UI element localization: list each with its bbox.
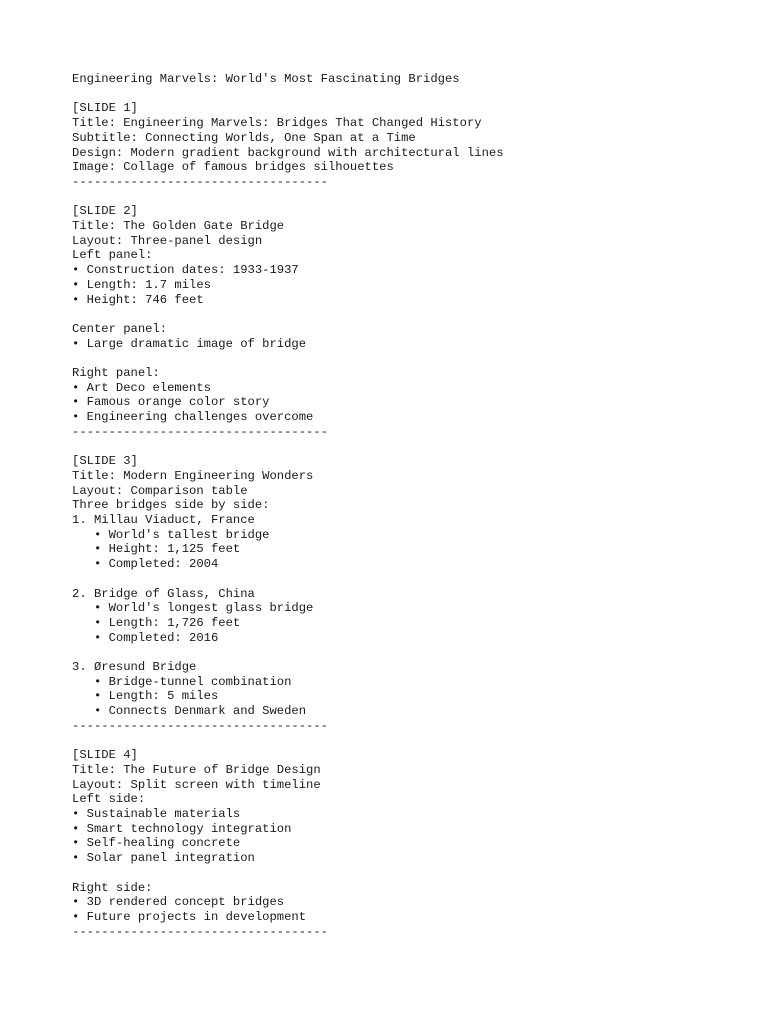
slide-1-image: Image: Collage of famous bridges silhouettes [72,160,394,175]
bullet-item: • Future projects in development [72,909,307,924]
blank-line [72,351,752,366]
slide-2-heading: [SLIDE 2] [72,204,138,219]
blank-line [72,190,752,205]
slide-4-right-side-label: Right side: [72,880,153,895]
document-body [72,72,752,939]
sub-bullet-item: • Connects Denmark and Sweden [72,704,307,719]
divider: ----------------------------------- [72,424,328,439]
bullet-item: • Construction dates: 1933-1937 [72,263,299,278]
bullet-item: • Height: 746 feet [72,292,204,307]
bullet-item: • Solar panel integration [72,851,255,866]
bullet-item: • Length: 1.7 miles [72,277,211,292]
divider: ----------------------------------- [72,718,328,733]
sub-bullet-item: • Completed: 2016 [72,630,219,645]
divider: ----------------------------------- [72,174,328,189]
bullet-item: • Sustainable materials [72,807,241,822]
sub-bullet-item: • Length: 5 miles [72,689,219,704]
slide-2-right-panel-label: Right panel: [72,366,160,380]
bullet-item: • Large dramatic image of bridge [72,336,307,351]
slide-1-heading: [SLIDE 1] [72,101,138,116]
divider: ----------------------------------- [72,924,328,939]
sub-bullet-item: • Length: 1,726 feet [72,615,241,630]
bullet-item: • Art Deco elements [72,380,211,395]
slide-2-layout: Layout: Three-panel design [72,233,263,248]
slide-3-title: Title: Modern Engineering Wonders [72,468,314,483]
slide-3-heading: [SLIDE 3] [72,454,138,469]
bullet-item: • Famous orange color story [72,395,270,410]
slide-4-heading: [SLIDE 4] [72,748,138,763]
blank-line [72,87,752,102]
blank-line [72,440,752,455]
numbered-item: 3. Øresund Bridge [72,660,197,675]
slide-2-title: Title: The Golden Gate Bridge [72,219,285,233]
sub-bullet-item: • Bridge-tunnel combination [72,674,292,689]
bullet-item: • 3D rendered concept bridges [72,895,285,910]
bullet-item: • Engineering challenges overcome [72,410,314,425]
slide-3-layout: Layout: Comparison table [72,483,248,498]
document-title: Engineering Marvels: World's Most Fascinating Bridges [72,72,460,86]
sub-bullet-item: • Completed: 2004 [72,557,219,572]
sub-bullet-item: • World's longest glass bridge [72,601,314,616]
blank-line [72,645,752,660]
blank-line [72,866,752,881]
sub-bullet-item: • World's tallest bridge [72,527,270,542]
slide-1-title: Title: Engineering Marvels: Bridges That Changed History [72,116,482,131]
numbered-item: 2. Bridge of Glass, China [72,586,255,601]
bullet-item: • Smart technology integration [72,821,292,836]
blank-line [72,307,752,322]
slide-3-intro: Three bridges side by side: [72,498,270,513]
slide-2-center-panel-label: Center panel: [72,321,168,336]
slide-1-design: Design: Modern gradient background with architectural lines [72,145,504,160]
slide-1-subtitle: Subtitle: Connecting Worlds, One Span at a Time [72,130,416,145]
bullet-item: • Self-healing concrete [72,836,241,851]
sub-bullet-item: • Height: 1,125 feet [72,542,241,557]
blank-line [72,734,752,749]
slide-4-layout: Layout: Split screen with timeline [72,777,321,792]
blank-line [72,572,752,587]
numbered-item: 1. Millau Viaduct, France [72,513,255,528]
slide-4-title: Title: The Future of Bridge Design [72,762,321,777]
slide-2-left-panel-label: Left panel: [72,248,153,263]
slide-4-left-side-label: Left side: [72,792,146,807]
